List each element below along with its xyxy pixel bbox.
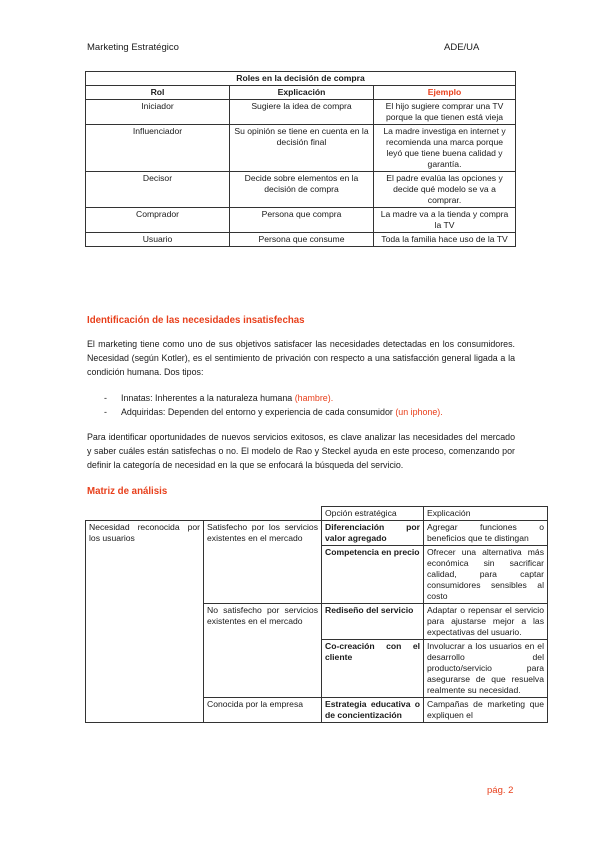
role-name: Iniciador (86, 100, 230, 125)
matrix-state-known: Conocida por la empresa (204, 698, 322, 723)
list-item (87, 406, 515, 420)
header-course-title: Marketing Estratégico (87, 42, 179, 53)
table-row (86, 100, 516, 125)
table-row (86, 172, 516, 208)
list-dash: - (104, 393, 107, 403)
analysis-matrix-table (85, 506, 548, 723)
matrix-col-explanation: Explicación (424, 507, 548, 521)
page-number: pág. 2 (487, 785, 514, 796)
section-heading-matrix: Matriz de análisis (87, 486, 168, 497)
role-name: Comprador (86, 208, 230, 233)
roles-table-title: Roles en la decisión de compra (86, 72, 516, 86)
matrix-state-satisfied: Satisfecho por los servicios existentes en el mercado (204, 521, 322, 604)
matrix-option: Diferenciación por valor agregado (322, 521, 424, 546)
matrix-explanation: Involucrar a los usuarios en el desarrollo del producto/servicio para asegurarse de que resuelva realmente su necesidad. (424, 640, 548, 698)
need-type-text: Innatas: Inherentes a la naturaleza humana (121, 393, 295, 403)
roles-col-rol: Rol (86, 86, 230, 100)
opportunities-paragraph: Para identificar oportunidades de nuevos servicios exitosos, es clave analizar las necesidades del mercado y saber cuáles están satisfechas o no. El modelo de Rao y Steckel ayuda en este proceso, comenzando por definir la categoría de necesidad en la que se enfocará la búsqueda del servicio. (87, 432, 515, 470)
needs-paragraph: El marketing tiene como uno de sus objetivos satisfacer las necesidades detectadas en los consumidores. Necesidad (según Kotler), es el sentimiento de privación con respecto a una satisfacción general ligada a la condición humana. Dos tipos: (87, 339, 515, 377)
matrix-explanation: Campañas de marketing que expliquen el (424, 698, 548, 723)
matrix-explanation: Agregar funciones o beneficios que te distingan (424, 521, 548, 546)
section-heading-needs: Identificación de las necesidades insatisfechas (87, 315, 305, 326)
table-row (86, 521, 548, 546)
role-explanation: Su opinión se tiene en cuenta en la decisión final (230, 125, 374, 172)
role-name: Usuario (86, 233, 230, 247)
role-explanation: Sugiere la idea de compra (230, 100, 374, 125)
table-row (86, 233, 516, 247)
role-explanation: Persona que compra (230, 208, 374, 233)
matrix-option: Rediseño del servicio (322, 604, 424, 640)
role-name: Influenciador (86, 125, 230, 172)
role-example: Toda la familia hace uso de la TV (374, 233, 516, 247)
roles-table-header-row (86, 86, 516, 100)
matrix-option: Competencia en precio (322, 546, 424, 604)
role-name: Decisor (86, 172, 230, 208)
matrix-need-cell: Necesidad reconocida por los usuarios (86, 521, 204, 723)
role-example: El padre evalúa las opciones y decide qué modelo se va a comprar. (374, 172, 516, 208)
roles-col-ejemplo: Ejemplo (374, 86, 516, 100)
list-dash: - (104, 406, 107, 417)
matrix-header-row (86, 507, 548, 521)
matrix-explanation: Adaptar o repensar el servicio para ajustarse mejor a las expectativas del usuario. (424, 604, 548, 640)
role-example: El hijo sugiere comprar una TV porque la que tienen está vieja (374, 100, 516, 125)
roles-table (85, 71, 516, 247)
table-row (86, 208, 516, 233)
roles-table-title-row (86, 72, 516, 86)
role-example: La madre va a la tienda y compra la TV (374, 208, 516, 233)
matrix-option: Estrategia educativa o de concientización (322, 698, 424, 723)
matrix-state-unsatisfied: No satisfecho por servicios existentes en el mercado (204, 604, 322, 698)
role-explanation: Decide sobre elementos en la decisión de compra (230, 172, 374, 208)
matrix-col-option: Opción estratégica (322, 507, 424, 521)
matrix-option: Co-creación con el cliente (322, 640, 424, 698)
matrix-empty-corner (86, 507, 322, 521)
need-example: (hambre). (294, 393, 334, 403)
roles-col-explicacion: Explicación (230, 86, 374, 100)
needs-list (87, 392, 515, 419)
role-explanation: Persona que consume (230, 233, 374, 247)
role-example: La madre investiga en internet y recomienda una marca porque leyó que tiene buena calidad y garantía. (374, 125, 516, 172)
header-institution: ADE/UA (444, 42, 480, 53)
list-item (87, 392, 515, 406)
table-row (86, 125, 516, 172)
matrix-explanation: Ofrecer una alternativa más económica sin sacrificar calidad, para captar consumidores sensibles al costo (424, 546, 548, 604)
need-type-text: Adquiridas: Dependen del entorno y experiencia de cada consumidor (121, 406, 396, 417)
need-example: (un iphone). (395, 406, 443, 417)
